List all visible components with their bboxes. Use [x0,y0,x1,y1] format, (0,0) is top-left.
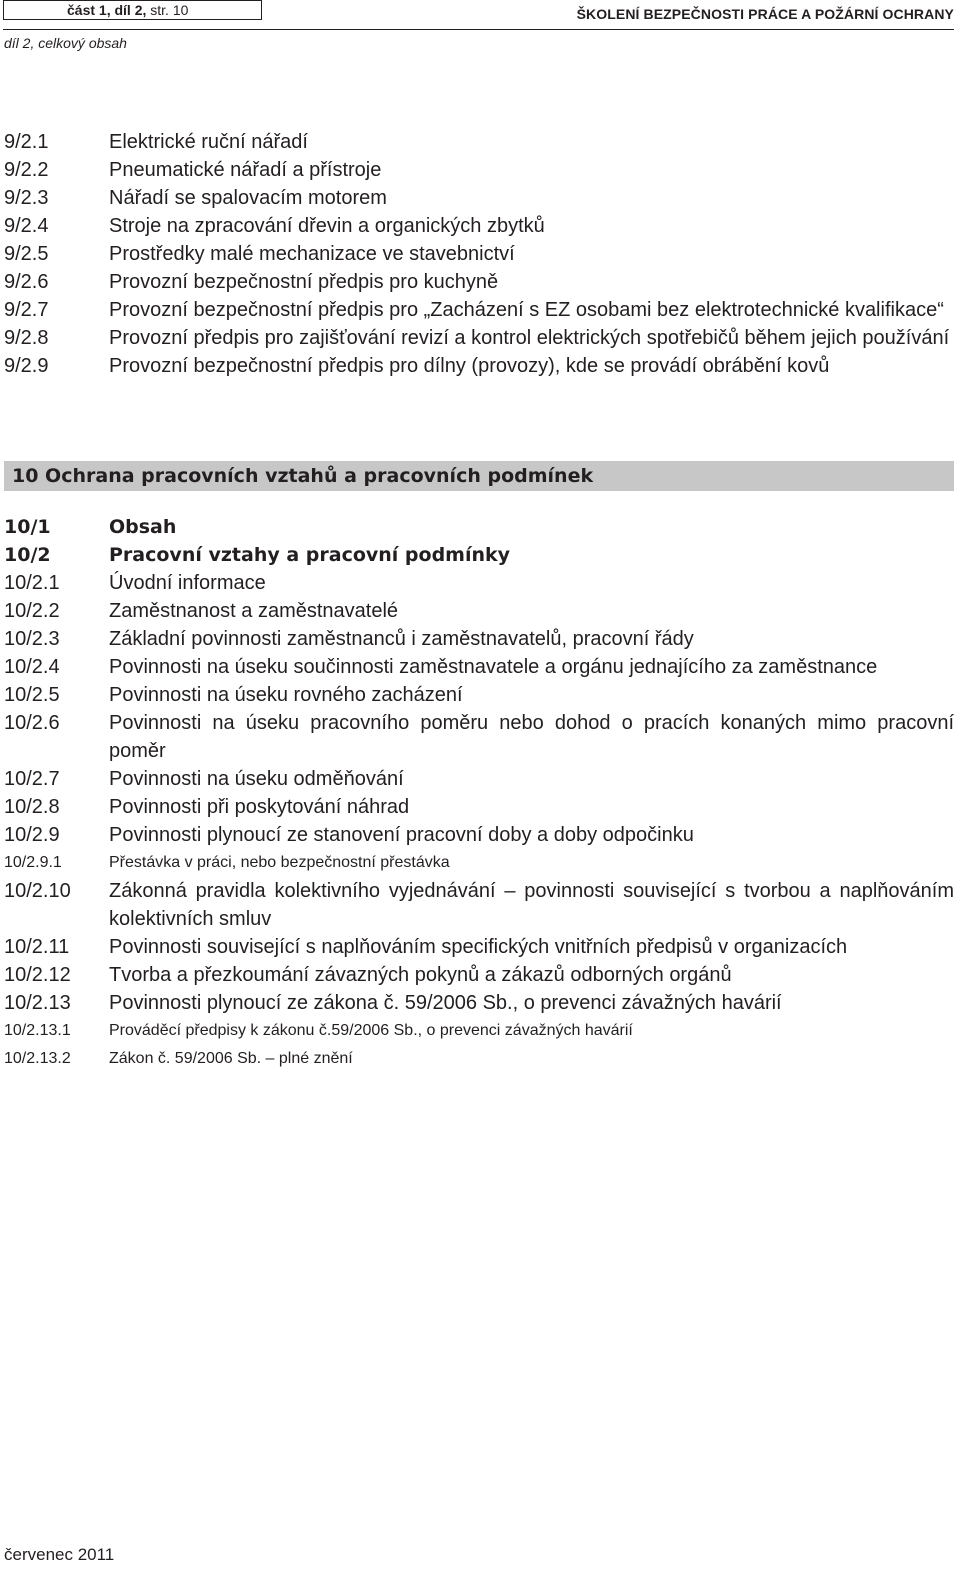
toc-entry-title: Provozní předpis pro zajišťování revizí a kontrol elektrických spotřebičů během jejich používání [109,327,950,349]
toc-entry-number: 10/2.5 [4,684,60,706]
toc-entry [4,184,954,212]
toc-entry-number: 10/2.13.1 [4,1022,71,1039]
section-9-entries [4,128,954,380]
toc-entry-number: 9/2.8 [4,327,49,349]
toc-entry [4,156,954,184]
toc-entry [4,653,954,681]
toc-entry-title: Provozní bezpečnostní předpis pro kuchyně [109,271,499,293]
toc-entry-number: 9/2.9 [4,355,49,377]
toc-entry-title: Nářadí se spalovacím motorem [109,187,387,209]
toc-entry-number: 10/1 [4,516,51,538]
toc-entry [4,961,954,989]
toc-entry-title: Povinnosti na úseku pracovního poměru nebo dohod o pracích konaných mimo pracovní poměr [109,712,954,762]
toc-entry-number: 10/2.7 [4,768,60,790]
toc-entry-title: Povinnosti na úseku rovného zacházení [109,684,463,706]
toc-entry-number: 9/2.2 [4,159,49,181]
toc-entry [4,128,954,156]
toc-entry [4,1045,954,1073]
toc-entry-title: Prováděcí předpisy k zákonu č.59/2006 Sb., o prevenci závažných havárií [109,1022,633,1039]
toc-entry-title: Úvodní informace [109,572,266,594]
toc-entry-title: Tvorba a přezkoumání závazných pokynů a zákazů odborných orgánů [109,964,732,986]
toc-entry [4,324,954,352]
toc-entry-number: 10/2.11 [4,936,70,958]
header-divider [3,29,954,30]
toc-entry [4,989,954,1017]
toc-entry-title: Zákonná pravidla kolektivního vyjednávání – povinnosti související s tvorbou a naplňováním kolektivních smluv [109,880,954,930]
toc-entry-number: 10/2.6 [4,712,60,734]
toc-entry [4,933,954,961]
toc-entry-title: Elektrické ruční nářadí [109,131,308,153]
toc-entry-title: Základní povinnosti zaměstnanců i zaměstnavatelů, pracovní řády [109,628,694,650]
toc-entry-title: Povinnosti při poskytování náhrad [109,796,410,818]
toc-entry-number: 10/2.13 [4,992,71,1014]
toc-entry-title: Provozní bezpečnostní předpis pro dílny (provozy), kde se provádí obrábění kovů [109,355,830,377]
toc-entry-number: 10/2.2 [4,600,60,622]
toc-entry-number: 9/2.5 [4,243,49,265]
toc-entry [4,681,954,709]
chapter-10-heading: 10 Ochrana pracovních vztahů a pracovních podmínek [4,461,954,491]
toc-entry [4,296,954,324]
toc-entry-number: 10/2.9.1 [4,854,62,871]
toc-entry-number: 10/2.9 [4,824,60,846]
toc-entry [4,765,954,793]
toc-entry-number: 9/2.4 [4,215,49,237]
toc-entry-title: Povinnosti související s naplňováním specifických vnitřních předpisů v organizacích [109,936,848,958]
toc-entry [4,597,954,625]
toc-entry [4,625,954,653]
toc-entry-number: 10/2.3 [4,628,60,650]
toc-entry-title: Pracovní vztahy a pracovní podmínky [109,544,511,566]
toc-entry-number: 10/2.13.2 [4,1050,71,1067]
toc-entry-title: Pneumatické nářadí a přístroje [109,159,382,181]
toc-entry [4,793,954,821]
toc-entry-number: 9/2.3 [4,187,49,209]
toc-entry-number: 10/2.8 [4,796,60,818]
toc-entry [4,513,954,541]
toc-entry-title: Provozní bezpečnostní předpis pro „Zacházení s EZ osobami bez elektrotechnické kvalifikace“ [109,299,944,321]
toc-entry-number: 9/2.1 [4,131,49,153]
toc-entry [4,240,954,268]
toc-entry-number: 10/2 [4,544,51,566]
toc-entry [4,352,954,380]
toc-entry [4,569,954,597]
toc-entry-number: 10/2.10 [4,880,71,902]
toc-entry-number: 9/2.7 [4,299,49,321]
toc-entry-title: Prostředky malé mechanizace ve stavebnictví [109,243,515,265]
toc-entry-title: Povinnosti plynoucí ze zákona č. 59/2006 Sb., o prevenci závažných havárií [109,992,782,1014]
toc-entry [4,212,954,240]
toc-entry-title: Přestávka v práci, nebo bezpečnostní přestávka [109,854,450,871]
toc-entry-title: Povinnosti na úseku odměňování [109,768,404,790]
toc-entry-title: Stroje na zpracování dřevin a organických zbytků [109,215,545,237]
toc-entry [4,268,954,296]
page-locator-box [3,0,262,20]
toc-entry-title: Povinnosti plynoucí ze stanovení pracovní doby a doby odpočinku [109,824,694,846]
part-label: část 1, díl 2, [67,2,147,18]
toc-entry-title: Povinnosti na úseku součinnosti zaměstnavatele a orgánu jednajícího za zaměstnance [109,656,878,678]
toc-entry [4,709,954,765]
publication-title: ŠKOLENÍ BEZPEČNOSTI PRÁCE A POŽÁRNÍ OCHRANY [576,6,954,22]
toc-entry [4,877,954,933]
toc-entry [4,541,954,569]
toc-entry-number: 10/2.1 [4,572,60,594]
toc-entry-number: 10/2.12 [4,964,71,986]
toc-entry [4,849,954,877]
toc-entry-number: 10/2.4 [4,656,60,678]
section-10-entries [4,513,954,1073]
footer-date: červenec 2011 [4,1545,115,1564]
toc-entry [4,821,954,849]
toc-entry-title: Zaměstnanost a zaměstnavatelé [109,600,399,622]
toc-entry-number: 9/2.6 [4,271,49,293]
page-label: str. 10 [150,2,189,18]
toc-entry-title: Obsah [109,516,177,538]
page-subtitle: díl 2, celkový obsah [4,35,127,51]
toc-entry-title: Zákon č. 59/2006 Sb. – plné znění [109,1050,353,1067]
toc-entry [4,1017,954,1045]
